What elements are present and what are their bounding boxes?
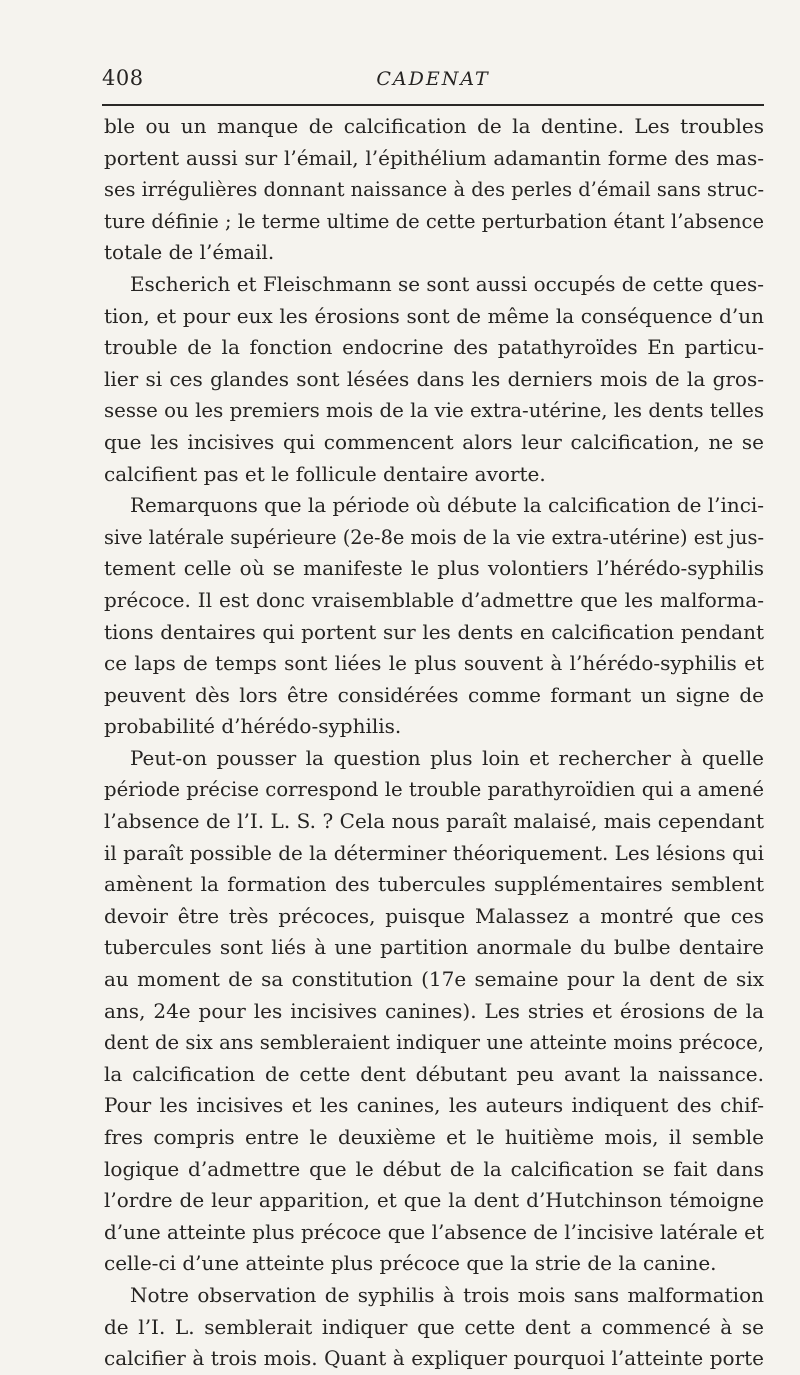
text-line: il paraît possible de la déterminer théoriquement. Les lésions qui bbox=[104, 841, 764, 865]
text-line: totale de l’émail. bbox=[104, 240, 275, 265]
page-number: 408 bbox=[102, 66, 144, 90]
text-line: sive latérale supérieure (2e-8e mois de la vie extra-utérine) est jus- bbox=[104, 525, 764, 549]
running-head: CADENAT bbox=[376, 68, 490, 90]
text-line: ans, 24e pour les incisives canines). Les stries et érosions de la bbox=[104, 998, 764, 1023]
text-line: la calcification de cette dent débutant peu avant la naissance. bbox=[104, 1061, 764, 1086]
text-line: portent aussi sur l’émail, l’épithélium adamantin forme des mas- bbox=[104, 145, 764, 170]
text-line: lier si ces glandes sont lésées dans les derniers mois de la gros- bbox=[104, 366, 764, 391]
header-rule bbox=[102, 104, 764, 106]
text-line: ble ou un manque de calcification de la dentine. Les troubles bbox=[104, 114, 764, 138]
text-line: ses irrégulières donnant naissance à des perles d’émail sans struc- bbox=[104, 178, 764, 202]
text-line: Notre observation de syphilis à trois mois sans malformation bbox=[130, 1282, 764, 1307]
paragraph bbox=[104, 269, 764, 490]
text-line: celle-ci d’une atteinte plus précoce que la strie de la canine. bbox=[104, 1251, 717, 1276]
text-line: Peut-on pousser la question plus loin et rechercher à quelle bbox=[130, 745, 764, 770]
text-line: l’absence de l’I. L. S. ? Cela nous paraît malaisé, mais cependant bbox=[104, 809, 764, 834]
text-line: tion, et pour eux les érosions sont de même la conséquence d’un bbox=[104, 303, 764, 328]
text-line: dent de six ans sembleraient indiquer une atteinte moins précoce, bbox=[104, 1031, 764, 1055]
text-line: ture définie ; le terme ultime de cette perturbation étant l’absence bbox=[104, 209, 764, 233]
text-line: logique d’admettre que le début de la calcification se fait dans bbox=[104, 1156, 764, 1181]
paragraph bbox=[104, 111, 764, 269]
text-line: l’ordre de leur apparition, et que la dent d’Hutchinson témoigne bbox=[104, 1188, 764, 1213]
text-line: période précise correspond le trouble parathyroïdien qui a amené bbox=[104, 778, 764, 802]
text-line: précoce. Il est donc vraisemblable d’admettre que les malforma- bbox=[104, 587, 764, 612]
text-line: ce laps de temps sont liées le plus souvent à l’hérédo-syphilis et bbox=[104, 651, 764, 676]
text-line: tement celle où se manifeste le plus volontiers l’hérédo-syphilis bbox=[104, 556, 764, 581]
text-line: au moment de sa constitution (17e semaine pour la dent de six bbox=[104, 967, 764, 992]
text-line: calcifier à trois mois. Quant à expliquer pourquoi l’atteinte porte bbox=[104, 1346, 764, 1371]
text-line: amènent la formation des tubercules supplémentaires semblent bbox=[104, 872, 764, 897]
text-line: calcifient pas et le follicule dentaire avorte. bbox=[104, 461, 546, 486]
paragraph bbox=[104, 490, 764, 743]
text-line: tubercules sont liés à une partition anormale du bulbe dentaire bbox=[104, 935, 764, 960]
text-line: devoir être très précoces, puisque Malassez a montré que ces bbox=[104, 903, 764, 928]
text-line: Escherich et Fleischmann se sont aussi occupés de cette ques- bbox=[130, 272, 764, 296]
page-header bbox=[102, 66, 764, 94]
paragraph bbox=[104, 1280, 764, 1375]
paragraph bbox=[104, 743, 764, 1280]
text-line: tions dentaires qui portent sur les dents en calcification pendant bbox=[104, 619, 764, 644]
text-line: Remarquons que la période où débute la calcification de l’inci- bbox=[130, 493, 764, 518]
text-line: trouble de la fonction endocrine des patathyroïdes En particu- bbox=[104, 335, 764, 360]
text-line: Pour les incisives et les canines, les auteurs indiquent des chif- bbox=[104, 1093, 764, 1118]
text-line: peuvent dès lors être considérées comme formant un signe de bbox=[104, 682, 764, 707]
text-line: sesse ou les premiers mois de la vie extra-utérine, les dents telles bbox=[104, 399, 764, 423]
text-line: de l’I. L. semblerait indiquer que cette dent a commencé à se bbox=[104, 1314, 764, 1339]
text-line: fres compris entre le deuxième et le huitième mois, il semble bbox=[104, 1125, 764, 1149]
text-line: d’une atteinte plus précoce que l’absence de l’incisive latérale et bbox=[104, 1219, 764, 1244]
body-text bbox=[104, 111, 764, 1375]
text-line: que les incisives qui commencent alors leur calcification, ne se bbox=[104, 429, 764, 454]
text-line: probabilité d’hérédo-syphilis. bbox=[104, 714, 402, 739]
